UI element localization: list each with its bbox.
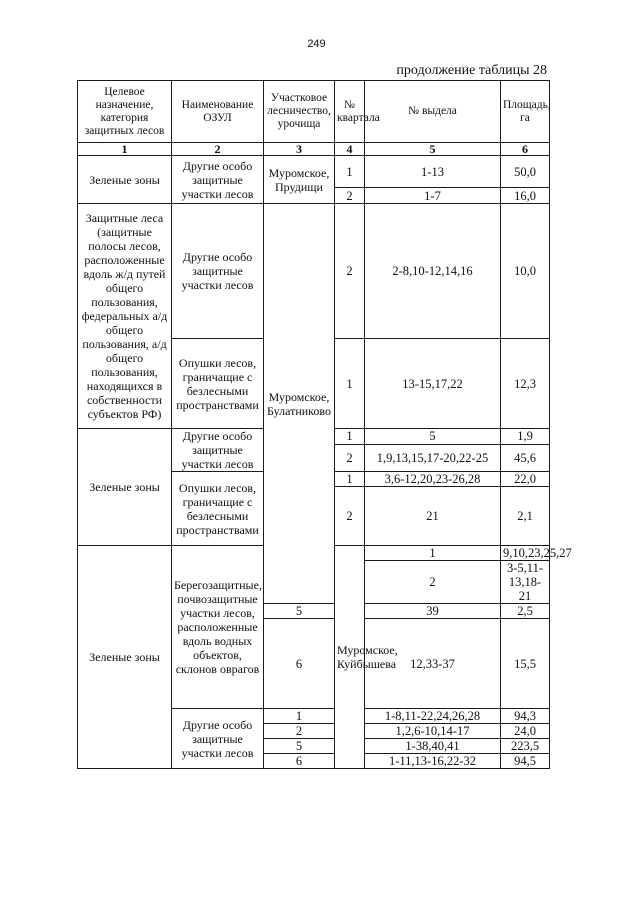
allotment-cell: 1-11,13-16,22-32 <box>365 754 501 769</box>
allotment-cell: 12,33-37 <box>365 619 501 709</box>
table-row <box>78 204 550 339</box>
allotment-cell: 2-8,10-12,14,16 <box>365 204 501 339</box>
header-row <box>78 81 550 143</box>
page-number: 249 <box>307 38 326 50</box>
quarter-cell: 1 <box>335 156 365 188</box>
area-cell: 223,5 <box>501 739 550 754</box>
area-cell: 1,9 <box>501 429 550 445</box>
quarter-cell: 1 <box>335 339 365 429</box>
allotment-cell: 1-8,11-22,24,26,28 <box>365 709 501 724</box>
area-cell: 10,0 <box>501 204 550 339</box>
ozul-cell: Другие особо защитные участки лесов <box>172 204 264 339</box>
area-cell: 24,0 <box>501 724 550 739</box>
quarter-cell: 2 <box>335 444 365 471</box>
quarter-cell: 5 <box>264 604 335 619</box>
quarter-cell: 5 <box>264 739 335 754</box>
col-number: 3 <box>264 143 335 156</box>
col-number: 5 <box>365 143 501 156</box>
allotment-cell: 1,2,6-10,14-17 <box>365 724 501 739</box>
col-number: 6 <box>501 143 550 156</box>
quarter-cell: 1 <box>365 546 501 561</box>
area-cell: 2,5 <box>501 604 550 619</box>
quarter-cell: 2 <box>335 204 365 339</box>
quarter-cell: 2 <box>264 724 335 739</box>
allotment-cell: 13-15,17,22 <box>365 339 501 429</box>
header-purpose: Целевое назначение, категория защитных лесов <box>78 81 172 143</box>
table-caption: продолжение таблицы 28 <box>396 63 547 78</box>
allotment-cell: 9,10,23,25,27 <box>501 546 550 561</box>
column-number-row <box>78 143 550 156</box>
allotment-cell: 3-5,11-13,18-21 <box>501 561 550 604</box>
header-area: Площадь, га <box>501 81 550 143</box>
area-cell: 94,3 <box>501 709 550 724</box>
allotment-cell: 1,9,13,15,17-20,22-25 <box>365 444 501 471</box>
quarter-cell: 2 <box>335 487 365 546</box>
forestry-cell: Муромское, Булатниково <box>264 204 335 604</box>
area-cell: 15,5 <box>501 619 550 709</box>
ozul-cell: Опушки лесов, граничащие с безлесными пространствами <box>172 472 264 546</box>
area-cell: 12,3 <box>501 339 550 429</box>
table-row <box>78 156 550 188</box>
area-cell: 2,1 <box>501 487 550 546</box>
area-cell: 22,0 <box>501 472 550 487</box>
col-number: 4 <box>335 143 365 156</box>
header-forestry: Участковое лесничество, урочища <box>264 81 335 143</box>
quarter-cell: 2 <box>365 561 501 604</box>
area-cell: 50,0 <box>501 156 550 188</box>
col-number: 2 <box>172 143 264 156</box>
header-ozul: Наименование ОЗУЛ <box>172 81 264 143</box>
quarter-cell: 6 <box>264 754 335 769</box>
header-quarter: № квартала <box>335 81 365 143</box>
ozul-cell: Другие особо защитные участки лесов <box>172 156 264 204</box>
ozul-cell: Опушки лесов, граничащие с безлесными пространствами <box>172 339 264 429</box>
quarter-cell: 1 <box>335 472 365 487</box>
allotment-cell: 21 <box>365 487 501 546</box>
header-allotment: № выдела <box>365 81 501 143</box>
allotment-cell: 1-7 <box>365 188 501 204</box>
area-cell: 94,5 <box>501 754 550 769</box>
purpose-cell: Зеленые зоны <box>78 546 172 769</box>
forestry-cell: Муромское, Куйбышева <box>335 546 365 769</box>
quarter-cell: 6 <box>264 619 335 709</box>
forest-table <box>77 80 572 769</box>
ozul-cell: Другие особо защитные участки лесов <box>172 709 264 769</box>
forestry-cell: Муромское, Прудищи <box>264 156 335 204</box>
allotment-cell: 5 <box>365 429 501 445</box>
allotment-cell: 1-13 <box>365 156 501 188</box>
ozul-cell: Берегозащитные, почвозащитные участки лесов, расположенные вдоль водных объектов, склонов оврагов <box>172 546 264 709</box>
purpose-cell: Зеленые зоны <box>78 429 172 546</box>
quarter-cell: 1 <box>335 429 365 445</box>
allotment-cell: 1-38,40,41 <box>365 739 501 754</box>
allotment-cell: 39 <box>365 604 501 619</box>
quarter-cell: 2 <box>335 188 365 204</box>
purpose-cell: Защитные леса (защитные полосы лесов, расположенные вдоль ж/д путей общего пользования, федеральных а/д общего пользования, а/д общего пользования, находящихся в собственности субъектов РФ) <box>78 204 172 429</box>
allotment-cell: 3,6-12,20,23-26,28 <box>365 472 501 487</box>
quarter-cell: 1 <box>264 709 335 724</box>
purpose-cell: Зеленые зоны <box>78 156 172 204</box>
ozul-cell: Другие особо защитные участки лесов <box>172 429 264 472</box>
area-cell: 45,6 <box>501 444 550 471</box>
area-cell: 16,0 <box>501 188 550 204</box>
col-number: 1 <box>78 143 172 156</box>
